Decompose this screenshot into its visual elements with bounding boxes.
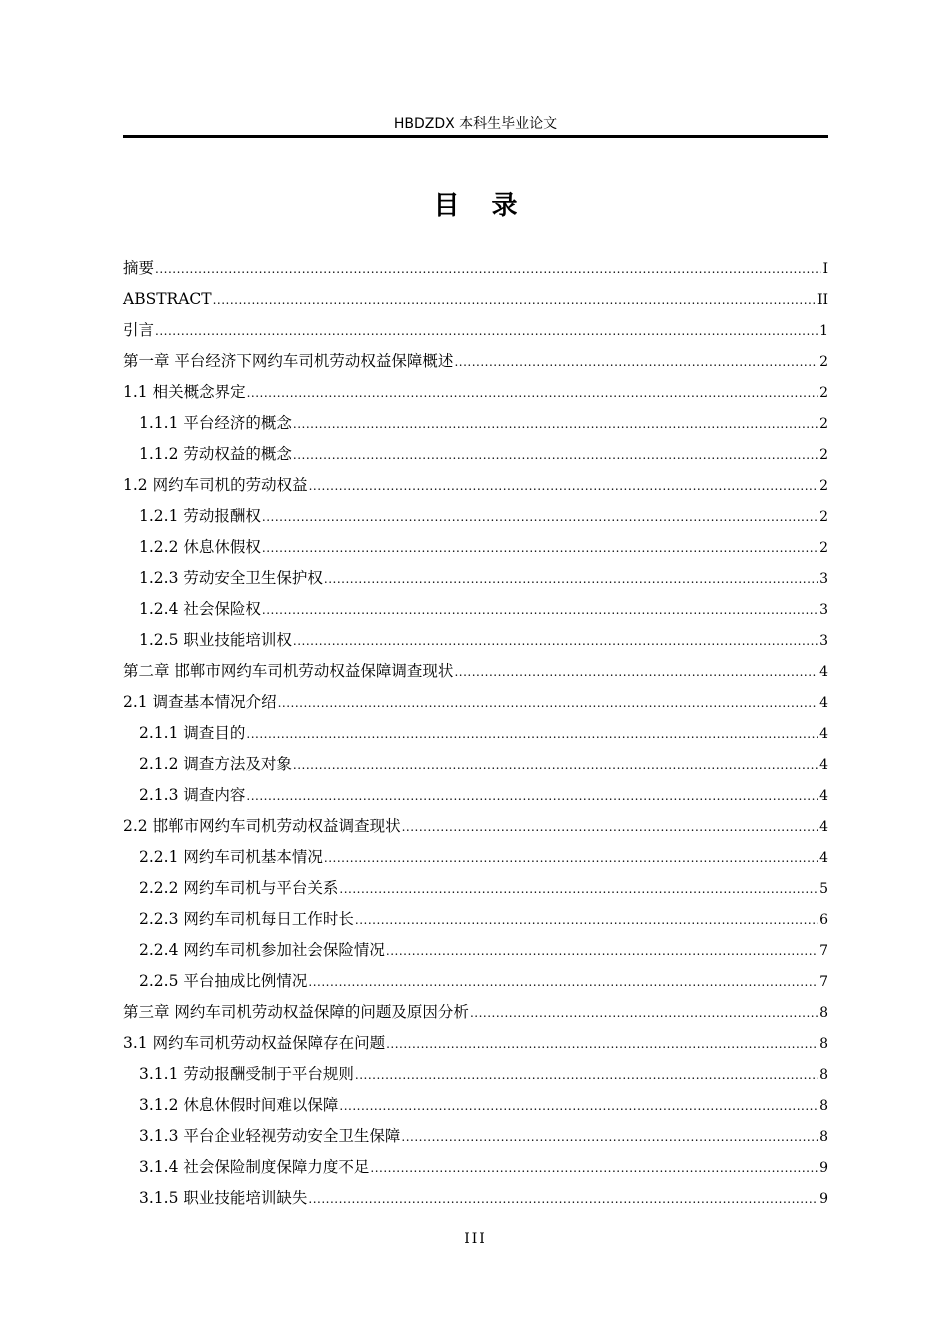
- toc-dot-leader: [386, 936, 818, 967]
- toc-entry[interactable]: [123, 594, 828, 625]
- toc-entry-label: 2.2.3 网约车司机每日工作时长: [139, 910, 354, 928]
- toc-entry[interactable]: [123, 687, 828, 718]
- toc-entry-label: 1.2.3 劳动安全卫生保护权: [139, 569, 323, 587]
- toc-entry-label: 3.1.3 平台企业轻视劳动安全卫生保障: [139, 1127, 401, 1145]
- toc-dot-leader: [454, 657, 818, 688]
- toc-entry-label: ABSTRACT: [123, 290, 212, 308]
- toc-entry[interactable]: [123, 935, 828, 966]
- toc-entry-label: 2.1 调查基本情况介绍: [123, 693, 277, 711]
- toc-entry-label: 1.2.5 职业技能培训权: [139, 631, 292, 649]
- toc-entry-page: 4: [819, 850, 828, 866]
- toc-entry-page: 3: [819, 571, 828, 587]
- toc-entry-page: 9: [819, 1191, 828, 1207]
- toc-entry[interactable]: [123, 408, 828, 439]
- toc-dot-leader: [262, 595, 818, 626]
- toc-entry-label: 第三章 网约车司机劳动权益保障的问题及原因分析: [123, 1003, 469, 1021]
- toc-entry-label: 2.1.2 调查方法及对象: [139, 755, 292, 773]
- toc-entry-page: 6: [819, 912, 828, 928]
- toc-entry[interactable]: [123, 439, 828, 470]
- toc-entry-page: 2: [819, 416, 828, 432]
- toc-entry[interactable]: [123, 904, 828, 935]
- toc-dot-leader: [293, 409, 818, 440]
- toc-dot-leader: [470, 998, 818, 1029]
- toc-entry-page: 3: [819, 602, 828, 618]
- toc-dot-leader: [339, 874, 818, 905]
- toc-dot-leader: [278, 688, 819, 719]
- toc-entry[interactable]: [123, 1059, 828, 1090]
- toc-entry[interactable]: [123, 253, 828, 284]
- toc-entry-page: 1: [819, 323, 828, 339]
- toc-entry[interactable]: [123, 1152, 828, 1183]
- toc-dot-leader: [324, 564, 818, 595]
- toc-entry-label: 3.1.2 休息休假时间难以保障: [139, 1096, 339, 1114]
- toc-entry[interactable]: [123, 377, 828, 408]
- toc-entry-page: 9: [819, 1160, 828, 1176]
- toc-dot-leader: [247, 378, 819, 409]
- toc-entry[interactable]: [123, 780, 828, 811]
- toc-entry[interactable]: [123, 873, 828, 904]
- toc-entry[interactable]: [123, 563, 828, 594]
- toc-entry[interactable]: [123, 625, 828, 656]
- toc-entry-page: 2: [819, 509, 828, 525]
- toc-dot-leader: [324, 843, 818, 874]
- toc-dot-leader: [293, 626, 818, 657]
- toc-dot-leader: [262, 533, 818, 564]
- toc-entry[interactable]: [123, 1121, 828, 1152]
- toc-entry[interactable]: [123, 501, 828, 532]
- toc-entry-page: 7: [819, 943, 828, 959]
- toc-dot-leader: [370, 1153, 818, 1184]
- toc-entry-label: 1.2.4 社会保险权: [139, 600, 261, 618]
- toc-entry-page: 8: [819, 1067, 828, 1083]
- toc-dot-leader: [339, 1091, 818, 1122]
- toc-dot-leader: [308, 967, 818, 998]
- toc-entry-label: 第二章 邯郸市网约车司机劳动权益保障调查现状: [123, 662, 454, 680]
- toc-entry[interactable]: [123, 470, 828, 501]
- toc-entry[interactable]: [123, 749, 828, 780]
- toc-entry-page: 2: [819, 478, 828, 494]
- toc-entry-label: 1.1 相关概念界定: [123, 383, 246, 401]
- page-number: III: [464, 1231, 487, 1247]
- toc-entry-page: I: [822, 261, 828, 277]
- toc-entry[interactable]: [123, 997, 828, 1028]
- toc-dot-leader: [213, 285, 816, 316]
- toc-dot-leader: [155, 254, 821, 285]
- toc-entry-label: 2.2.2 网约车司机与平台关系: [139, 879, 339, 897]
- toc-entry-page: 2: [819, 447, 828, 463]
- toc-entry[interactable]: [123, 1090, 828, 1121]
- toc-entry-page: 2: [819, 385, 828, 401]
- toc-entry[interactable]: [123, 966, 828, 997]
- toc-dot-leader: [355, 905, 818, 936]
- toc-entry-page: 3: [819, 633, 828, 649]
- running-header: HBDZDX 本科生毕业论文: [393, 116, 558, 132]
- toc-entry[interactable]: [123, 1028, 828, 1059]
- toc-entry-label: 1.2.2 休息休假权: [139, 538, 261, 556]
- toc-dot-leader: [155, 316, 818, 347]
- toc-entry[interactable]: [123, 532, 828, 563]
- toc-entry-page: II: [816, 292, 828, 308]
- toc-entry-page: 8: [819, 1098, 828, 1114]
- toc-entry-label: 1.1.1 平台经济的概念: [139, 414, 292, 432]
- toc-entry-page: 8: [819, 1036, 828, 1052]
- toc-entry-page: 2: [819, 354, 828, 370]
- toc-entry-page: 4: [819, 819, 828, 835]
- toc-entry-label: 2.2 邯郸市网约车司机劳动权益调查现状: [123, 817, 401, 835]
- toc-entry-page: 4: [819, 788, 828, 804]
- toc-entry-label: 2.2.4 网约车司机参加社会保险情况: [139, 941, 385, 959]
- header-rule: [123, 135, 828, 138]
- toc-entry-label: 1.2 网约车司机的劳动权益: [123, 476, 308, 494]
- toc-dot-leader: [402, 812, 818, 843]
- toc-entry-label: 2.1.3 调查内容: [139, 786, 246, 804]
- toc-dot-leader: [454, 347, 818, 378]
- toc-dot-leader: [401, 1122, 818, 1153]
- toc-entry-page: 4: [819, 726, 828, 742]
- toc-entry-label: 2.1.1 调查目的: [139, 724, 246, 742]
- toc-entry[interactable]: [123, 811, 828, 842]
- toc-entry-label: 3.1.1 劳动报酬受制于平台规则: [139, 1065, 354, 1083]
- toc-entry-page: 4: [819, 695, 828, 711]
- toc-entry[interactable]: [123, 656, 828, 687]
- toc-dot-leader: [293, 440, 818, 471]
- toc-entry-page: 5: [819, 881, 828, 897]
- toc-entry-label: 2.2.1 网约车司机基本情况: [139, 848, 323, 866]
- toc-dot-leader: [386, 1029, 818, 1060]
- toc-entry-page: 4: [819, 757, 828, 773]
- toc-dot-leader: [246, 719, 818, 750]
- toc-dot-leader: [293, 750, 818, 781]
- toc-entry[interactable]: [123, 284, 828, 315]
- toc-entry[interactable]: [123, 315, 828, 346]
- toc-title: 目录: [433, 191, 550, 221]
- toc-list: [123, 253, 828, 1214]
- toc-entry[interactable]: [123, 718, 828, 749]
- toc-dot-leader: [355, 1060, 818, 1091]
- toc-entry-label: 第一章 平台经济下网约车司机劳动权益保障概述: [123, 352, 454, 370]
- toc-entry-page: 8: [819, 1005, 828, 1021]
- toc-dot-leader: [262, 502, 818, 533]
- toc-entry-page: 4: [819, 664, 828, 680]
- toc-entry-label: 3.1.4 社会保险制度保障力度不足: [139, 1158, 370, 1176]
- toc-entry-label: 摘要: [123, 259, 155, 277]
- toc-entry-label: 1.1.2 劳动权益的概念: [139, 445, 292, 463]
- toc-dot-leader: [246, 781, 818, 812]
- toc-entry-page: 2: [819, 540, 828, 556]
- toc-entry[interactable]: [123, 842, 828, 873]
- toc-entry-label: 3.1.5 职业技能培训缺失: [139, 1189, 308, 1207]
- toc-entry[interactable]: [123, 346, 828, 377]
- toc-entry[interactable]: [123, 1183, 828, 1214]
- toc-entry-label: 3.1 网约车司机劳动权益保障存在问题: [123, 1034, 386, 1052]
- toc-entry-label: 2.2.5 平台抽成比例情况: [139, 972, 308, 990]
- toc-entry-label: 引言: [123, 321, 155, 339]
- toc-dot-leader: [308, 1184, 818, 1215]
- toc-dot-leader: [309, 471, 819, 502]
- toc-entry-page: 7: [819, 974, 828, 990]
- toc-entry-label: 1.2.1 劳动报酬权: [139, 507, 261, 525]
- toc-entry-page: 8: [819, 1129, 828, 1145]
